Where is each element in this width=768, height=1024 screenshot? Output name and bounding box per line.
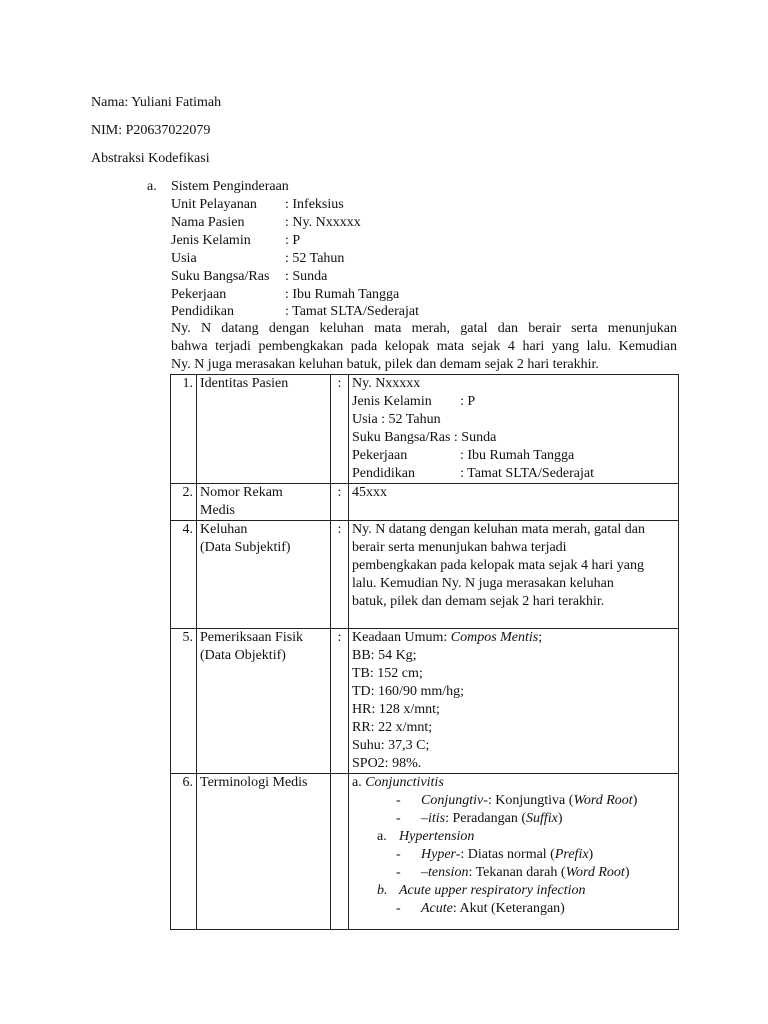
coding-table: [170, 374, 679, 930]
detail-label: Pekerjaan: [352, 448, 408, 463]
term-part-name: –itis: [421, 811, 446, 826]
detail-label: Jenis Kelamin: [352, 394, 432, 409]
row-label-line: Nomor Rekam: [200, 485, 283, 500]
row-label: [197, 521, 331, 629]
term-part-meaning: : Diatas normal (: [460, 847, 555, 862]
field-label-education: Pendidikan: [171, 304, 234, 319]
vital-sign: SPO2: 98%.: [352, 756, 422, 771]
row-content: [349, 774, 679, 930]
row-label: Terminologi Medis: [197, 774, 331, 930]
term-part-type: Word Root: [565, 865, 625, 880]
term-part-name: –tension: [421, 865, 469, 880]
term-heading: [352, 774, 675, 792]
row-number: 5.: [171, 629, 197, 774]
row-number: 4.: [171, 521, 197, 629]
complaint-line: Ny. N datang dengan keluhan mata merah, gatal dan: [352, 522, 645, 537]
complaint-line: pembengkakan pada kelopak mata sejak 4 hari yang: [352, 558, 644, 573]
detail-value: : 52 Tahun: [381, 412, 441, 427]
term-part-name: Conjungtiv-: [421, 793, 488, 808]
row-number: 2.: [171, 484, 197, 521]
vital-sign: RR: 22 x/mnt;: [352, 720, 433, 735]
general-condition-value: Compos Mentis: [450, 630, 539, 645]
table-row: [171, 774, 679, 930]
complaint-line: berair serta menunjukan bahwa terjadi: [352, 540, 567, 555]
row-number: 1.: [171, 375, 197, 484]
field-label-occupation: Pekerjaan: [171, 287, 227, 302]
term-part: [352, 864, 675, 882]
student-name: Nama: Yuliani Fatimah: [91, 95, 222, 110]
term-part: [352, 846, 675, 864]
table-row: [171, 375, 679, 484]
row-content: [349, 521, 679, 629]
row-label-line: Medis: [200, 503, 235, 518]
student-nim: NIM: P20637022079: [91, 123, 211, 138]
term-marker: a.: [377, 829, 387, 844]
term-title: Acute upper respiratory infection: [399, 883, 586, 898]
patient-name: Ny. Nxxxxx: [352, 376, 421, 391]
row-colon: :: [331, 629, 349, 774]
field-label-age: Usia: [171, 251, 197, 266]
detail-line: [352, 393, 675, 411]
paragraph-line: bahwa terjadi pembengkakan pada kelopak mata sejak 4 hari yang lalu. Kemudian: [171, 339, 677, 354]
term-part-close: ): [588, 847, 594, 862]
field-value-occupation: : Ibu Rumah Tangga: [285, 287, 400, 302]
term-title: Conjunctivitis: [365, 775, 444, 790]
bullet-dash: -: [396, 901, 401, 916]
row-label: Identitas Pasien: [197, 375, 331, 484]
row-label-line: Keluhan: [200, 522, 248, 537]
general-condition-end: ;: [538, 630, 543, 645]
document-subtitle: Abstraksi Kodefikasi: [91, 151, 210, 166]
detail-line: [352, 411, 675, 429]
vital-sign: TD: 160/90 mm/hg;: [352, 684, 464, 699]
row-label: [197, 484, 331, 521]
row-number: 6.: [171, 774, 197, 930]
term-part-name: Hyper-: [421, 847, 461, 862]
bullet-dash: -: [396, 811, 401, 826]
row-colon: :: [331, 521, 349, 629]
term-part-type: Word Root: [573, 793, 633, 808]
term-marker: b.: [377, 883, 388, 898]
paragraph-line: Ny. N juga merasakan keluhan batuk, pilek dan demam sejak 2 hari terakhir.: [171, 357, 599, 372]
term-part: [352, 900, 675, 918]
term-part-type: Prefix: [554, 847, 589, 862]
general-condition-label: Keadaan Umum:: [352, 630, 451, 645]
field-value-age: : 52 Tahun: [285, 251, 345, 266]
field-value-name: : Ny. Nxxxxx: [285, 215, 361, 230]
detail-value: : P: [460, 394, 476, 409]
complaint-paragraph: [171, 320, 677, 374]
paragraph-line: Ny. N datang dengan keluhan mata merah, gatal dan berair serta menunjukan: [171, 321, 677, 336]
vital-sign: HR: 128 x/mnt;: [352, 702, 440, 717]
detail-value: : Ibu Rumah Tangga: [460, 448, 575, 463]
general-condition: [352, 629, 675, 647]
complaint-line: lalu. Kemudian Ny. N juga merasakan keluhan: [352, 576, 614, 591]
row-label-line: (Data Objektif): [200, 648, 286, 663]
section-title: Sistem Penginderaan: [171, 179, 289, 194]
detail-value: : Sunda: [453, 430, 497, 445]
term-part-meaning: : Tekanan darah (: [468, 865, 566, 880]
detail-label: Pendidikan: [352, 466, 415, 481]
term-part: [352, 810, 675, 828]
table-row: [171, 484, 679, 521]
row-colon: :: [331, 484, 349, 521]
bullet-dash: -: [396, 865, 401, 880]
row-colon: [331, 774, 349, 930]
term-part-meaning: : Akut (Keterangan): [452, 901, 565, 916]
field-value-ethnicity: : Sunda: [285, 269, 328, 284]
field-label-sex: Jenis Kelamin: [171, 233, 251, 248]
field-label-ethnicity: Suku Bangsa/Ras: [171, 269, 270, 284]
vital-sign: BB: 54 Kg;: [352, 648, 417, 663]
field-value-unit: : Infeksius: [285, 197, 344, 212]
medical-record-number: 45xxx: [349, 484, 679, 521]
term-part-type: Suffix: [525, 811, 558, 826]
vital-sign: Suhu: 37,3 C;: [352, 738, 430, 753]
term-heading: [352, 828, 675, 846]
detail-value: : Tamat SLTA/Sederajat: [460, 466, 594, 481]
detail-line: [352, 447, 675, 465]
detail-line: [352, 465, 675, 483]
bullet-dash: -: [396, 793, 401, 808]
term-heading: [352, 882, 675, 900]
term-part-name: Acute: [421, 901, 453, 916]
complaint-line: batuk, pilek dan demam sejak 2 hari terakhir.: [352, 594, 605, 609]
term-part-meaning: : Konjungtiva (: [487, 793, 574, 808]
detail-label: Usia: [352, 412, 378, 427]
detail-line: [352, 429, 675, 447]
row-colon: :: [331, 375, 349, 484]
row-label-line: (Data Subjektif): [200, 540, 291, 555]
term-part-meaning: : Peradangan (: [445, 811, 526, 826]
vital-sign: TB: 152 cm;: [352, 666, 423, 681]
field-value-sex: : P: [285, 233, 301, 248]
table-row: [171, 629, 679, 774]
field-label-unit: Unit Pelayanan: [171, 197, 257, 212]
section-marker: a.: [147, 179, 157, 194]
field-label-name: Nama Pasien: [171, 215, 245, 230]
row-label-line: Pemeriksaan Fisik: [200, 630, 304, 645]
field-value-education: : Tamat SLTA/Sederajat: [285, 304, 419, 319]
term-part: [352, 792, 675, 810]
term-title: Hypertension: [399, 829, 475, 844]
term-marker: a.: [352, 775, 366, 790]
row-label: [197, 629, 331, 774]
row-content: [349, 629, 679, 774]
term-part-close: ): [557, 811, 563, 826]
detail-label: Suku Bangsa/Ras: [352, 430, 451, 445]
term-part-close: ): [632, 793, 638, 808]
term-part-close: ): [624, 865, 630, 880]
row-content: [349, 375, 679, 484]
table-row: [171, 521, 679, 629]
bullet-dash: -: [396, 847, 401, 862]
